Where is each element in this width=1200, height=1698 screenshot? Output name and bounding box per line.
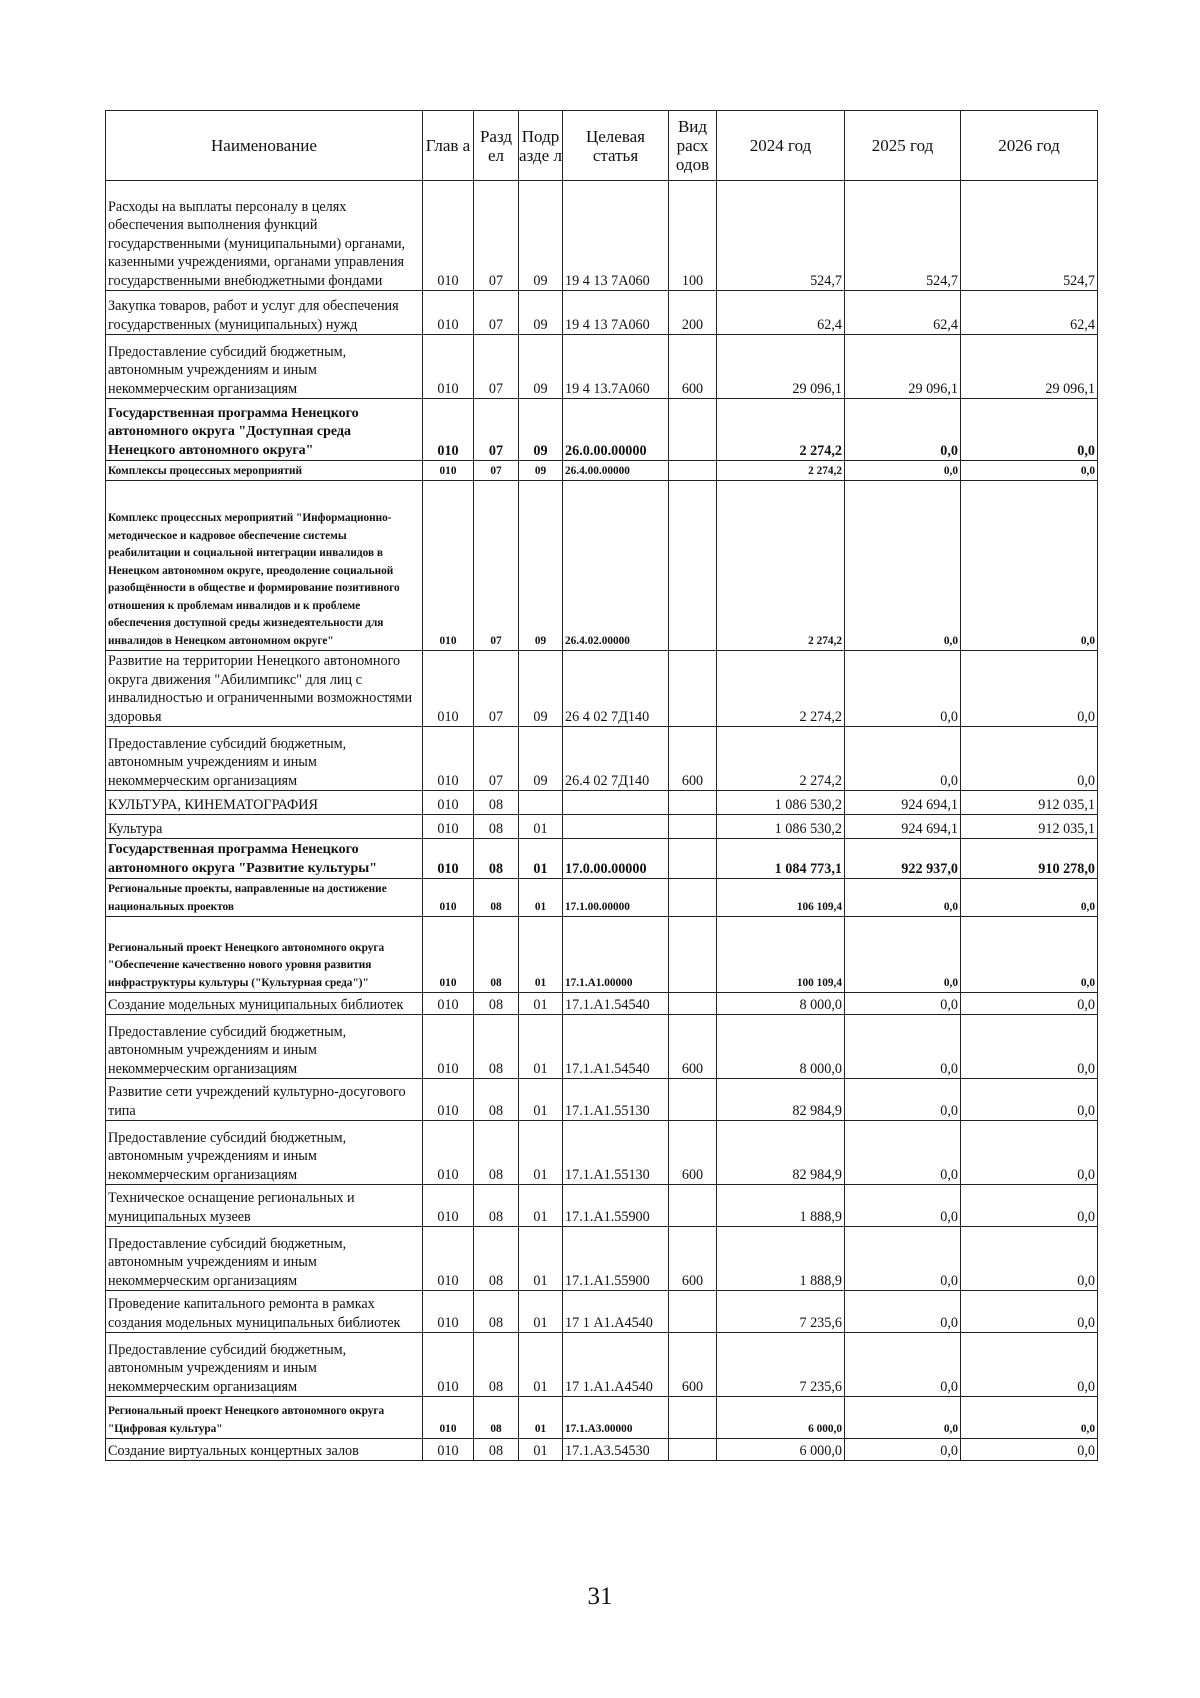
row-value-2024: 6 000,0 [717,1439,845,1461]
header-expense-type: Вид расх одов [669,111,717,181]
row-expense-type [669,651,717,727]
row-chapter: 010 [423,1121,474,1185]
row-expense-type: 600 [669,1227,717,1291]
row-name: Комплекс процессных мероприятий "Информационно-методическое и кадровое обеспечение системы реабилитации и социальной интеграции инвалидов в Ненецком автономном округе, преодоление социальной разобщённости в обществе и формирование позитивного отношения к проблемам инвалидов и к проблеме обеспечения доступной среды жизнедеятельности для инвалидов в Ненецком автономном округе" [106,481,423,651]
row-subsection: 09 [519,481,563,651]
row-name: Региональный проект Ненецкого автономного округа "Цифровая культура" [106,1397,423,1439]
row-subsection: 09 [519,399,563,461]
budget-table-container [105,110,1097,1461]
budget-table [105,110,1098,1461]
row-chapter: 010 [423,1333,474,1397]
row-value-2025: 0,0 [845,1333,961,1397]
row-value-2026: 0,0 [961,917,1098,993]
row-value-2025: 0,0 [845,1121,961,1185]
row-expense-type: 200 [669,291,717,335]
row-value-2026: 0,0 [961,1079,1098,1121]
row-subsection: 01 [519,1397,563,1439]
row-value-2026: 29 096,1 [961,335,1098,399]
table-row [106,917,1098,993]
row-subsection: 09 [519,651,563,727]
table-row [106,1015,1098,1079]
header-target-article: Целевая статья [563,111,669,181]
row-value-2025: 0,0 [845,651,961,727]
row-expense-type [669,399,717,461]
row-value-2026: 0,0 [961,879,1098,917]
table-row [106,481,1098,651]
row-name: Проведение капитального ремонта в рамках создания модельных муниципальных библиотек [106,1291,423,1333]
row-name: Государственная программа Ненецкого автономного округа "Доступная среда Ненецкого автономного округа" [106,399,423,461]
row-value-2025: 924 694,1 [845,815,961,839]
row-value-2026: 912 035,1 [961,791,1098,815]
header-2026: 2026 год [961,111,1098,181]
table-row [106,1291,1098,1333]
row-subsection: 01 [519,1185,563,1227]
row-section: 08 [474,993,519,1015]
row-value-2024: 2 274,2 [717,399,845,461]
row-value-2026: 912 035,1 [961,815,1098,839]
row-section: 08 [474,1291,519,1333]
row-value-2025: 0,0 [845,461,961,481]
row-value-2026: 0,0 [961,1015,1098,1079]
row-chapter: 010 [423,1439,474,1461]
row-section: 07 [474,651,519,727]
row-value-2024: 7 235,6 [717,1291,845,1333]
row-value-2026: 0,0 [961,481,1098,651]
row-subsection: 01 [519,993,563,1015]
row-chapter: 010 [423,791,474,815]
table-row [106,1185,1098,1227]
header-name: Наименование [106,111,423,181]
row-value-2025: 0,0 [845,727,961,791]
row-target-article: 17.1.00.00000 [563,879,669,917]
page-number: 31 [587,1583,613,1610]
row-value-2026: 524,7 [961,181,1098,291]
row-section: 07 [474,727,519,791]
row-chapter: 010 [423,461,474,481]
row-value-2024: 1 888,9 [717,1227,845,1291]
row-expense-type [669,1185,717,1227]
row-target-article [563,791,669,815]
row-value-2026: 0,0 [961,1397,1098,1439]
header-subsection: Подр азде л [519,111,563,181]
row-chapter: 010 [423,1291,474,1333]
row-expense-type [669,1291,717,1333]
table-row [106,791,1098,815]
row-subsection: 09 [519,727,563,791]
row-chapter: 010 [423,1397,474,1439]
row-target-article: 17.1.А1.55900 [563,1185,669,1227]
row-expense-type [669,791,717,815]
table-row [106,1121,1098,1185]
table-row [106,651,1098,727]
table-row [106,879,1098,917]
row-target-article: 17.0.00.00000 [563,839,669,879]
row-section: 08 [474,839,519,879]
header-2024: 2024 год [717,111,845,181]
row-value-2026: 0,0 [961,993,1098,1015]
table-row [106,1397,1098,1439]
row-chapter: 010 [423,181,474,291]
row-target-article: 17.1.А1.55130 [563,1121,669,1185]
row-chapter: 010 [423,879,474,917]
row-chapter: 010 [423,1227,474,1291]
row-value-2024: 2 274,2 [717,651,845,727]
row-expense-type [669,481,717,651]
row-name: Предоставление субсидий бюджетным, автономным учреждениям и иным некоммерческим организациям [106,335,423,399]
row-value-2024: 6 000,0 [717,1397,845,1439]
row-target-article: 26.0.00.00000 [563,399,669,461]
row-value-2026: 0,0 [961,1227,1098,1291]
row-expense-type [669,993,717,1015]
row-section: 07 [474,335,519,399]
row-chapter: 010 [423,1185,474,1227]
row-expense-type [669,1439,717,1461]
table-row [106,1079,1098,1121]
row-subsection: 01 [519,815,563,839]
row-value-2024: 2 274,2 [717,727,845,791]
row-target-article: 17 1 А1.А4540 [563,1291,669,1333]
row-value-2025: 0,0 [845,1079,961,1121]
row-value-2024: 106 109,4 [717,879,845,917]
row-expense-type: 600 [669,727,717,791]
row-chapter: 010 [423,1015,474,1079]
row-value-2024: 8 000,0 [717,993,845,1015]
row-chapter: 010 [423,815,474,839]
row-expense-type: 600 [669,1333,717,1397]
row-value-2026: 0,0 [961,461,1098,481]
row-name: Предоставление субсидий бюджетным, автономным учреждениям и иным некоммерческим организациям [106,1015,423,1079]
table-row [106,461,1098,481]
row-value-2024: 29 096,1 [717,335,845,399]
row-value-2024: 2 274,2 [717,461,845,481]
row-section: 08 [474,917,519,993]
row-section: 08 [474,1121,519,1185]
row-value-2024: 1 086 530,2 [717,791,845,815]
row-subsection: 09 [519,335,563,399]
row-target-article: 26.4.00.00000 [563,461,669,481]
row-subsection: 01 [519,917,563,993]
row-name: Закупка товаров, работ и услуг для обеспечения государственных (муниципальных) нужд [106,291,423,335]
row-chapter: 010 [423,917,474,993]
row-chapter: 010 [423,291,474,335]
row-expense-type: 100 [669,181,717,291]
row-section: 07 [474,481,519,651]
row-section: 07 [474,399,519,461]
row-subsection: 01 [519,1291,563,1333]
row-value-2026: 0,0 [961,1333,1098,1397]
row-chapter: 010 [423,399,474,461]
row-name: Комплексы процессных мероприятий [106,461,423,481]
row-value-2024: 7 235,6 [717,1333,845,1397]
row-expense-type [669,815,717,839]
row-target-article: 17.1.А1.55130 [563,1079,669,1121]
table-row [106,1227,1098,1291]
row-name: Развитие сети учреждений культурно-досугового типа [106,1079,423,1121]
row-name: Расходы на выплаты персоналу в целях обеспечения выполнения функций государственными (муниципальными) органами, казенными учреждениями, органами управления государственными внебюджетными фондами [106,181,423,291]
row-value-2026: 910 278,0 [961,839,1098,879]
row-value-2026: 0,0 [961,399,1098,461]
table-row [106,1333,1098,1397]
row-subsection: 01 [519,1121,563,1185]
row-value-2024: 100 109,4 [717,917,845,993]
table-row [106,839,1098,879]
row-chapter: 010 [423,727,474,791]
row-section: 08 [474,1079,519,1121]
row-value-2025: 0,0 [845,917,961,993]
row-target-article: 17.1.А3.54530 [563,1439,669,1461]
row-name: Региональные проекты, направленные на достижение национальных проектов [106,879,423,917]
table-row [106,399,1098,461]
row-name: Предоставление субсидий бюджетным, автономным учреждениям и иным некоммерческим организациям [106,1333,423,1397]
row-chapter: 010 [423,1079,474,1121]
row-value-2025: 29 096,1 [845,335,961,399]
row-subsection: 01 [519,1333,563,1397]
row-section: 08 [474,791,519,815]
row-chapter: 010 [423,481,474,651]
row-expense-type [669,1079,717,1121]
row-value-2026: 0,0 [961,651,1098,727]
row-expense-type: 600 [669,335,717,399]
row-target-article: 17.1.А1.55900 [563,1227,669,1291]
row-value-2025: 0,0 [845,1185,961,1227]
row-name: Создание модельных муниципальных библиотек [106,993,423,1015]
row-subsection: 01 [519,1015,563,1079]
row-subsection: 09 [519,461,563,481]
row-name: Создание виртуальных концертных залов [106,1439,423,1461]
row-section: 07 [474,291,519,335]
header-2025: 2025 год [845,111,961,181]
row-section: 07 [474,181,519,291]
row-value-2024: 2 274,2 [717,481,845,651]
table-row [106,993,1098,1015]
row-target-article: 17 1.А1.А4540 [563,1333,669,1397]
row-expense-type [669,917,717,993]
row-target-article [563,815,669,839]
row-section: 08 [474,1227,519,1291]
row-chapter: 010 [423,839,474,879]
row-target-article: 17.1.А1.54540 [563,993,669,1015]
row-value-2025: 0,0 [845,1291,961,1333]
row-value-2025: 0,0 [845,993,961,1015]
row-expense-type [669,879,717,917]
row-target-article: 17.1.А1.54540 [563,1015,669,1079]
table-row [106,335,1098,399]
table-row [106,815,1098,839]
row-name: Региональный проект Ненецкого автономного округа "Обеспечение качественно нового уровня развития инфраструктуры культуры ("Культурная среда")" [106,917,423,993]
row-value-2025: 924 694,1 [845,791,961,815]
row-target-article: 26.4 02 7Д140 [563,727,669,791]
row-name: Предоставление субсидий бюджетным, автономным учреждениям и иным некоммерческим организациям [106,1121,423,1185]
row-section: 08 [474,1333,519,1397]
row-subsection: 09 [519,291,563,335]
row-section: 08 [474,1397,519,1439]
row-value-2024: 62,4 [717,291,845,335]
row-value-2026: 62,4 [961,291,1098,335]
row-target-article: 19 4 13 7А060 [563,181,669,291]
row-expense-type [669,461,717,481]
row-expense-type [669,1397,717,1439]
row-value-2025: 0,0 [845,1227,961,1291]
table-row [106,1439,1098,1461]
row-value-2025: 0,0 [845,481,961,651]
row-section: 08 [474,1439,519,1461]
header-chapter: Глав а [423,111,474,181]
table-row [106,727,1098,791]
row-target-article: 26 4 02 7Д140 [563,651,669,727]
row-value-2025: 0,0 [845,879,961,917]
row-chapter: 010 [423,335,474,399]
row-target-article: 19 4 13 7А060 [563,291,669,335]
row-value-2025: 62,4 [845,291,961,335]
row-value-2026: 0,0 [961,1185,1098,1227]
row-name: Развитие на территории Ненецкого автономного округа движения "Абилимпикс" для лиц с инвалидностью и ограниченными возможностями здоровья [106,651,423,727]
table-row [106,291,1098,335]
row-section: 08 [474,1015,519,1079]
row-subsection [519,791,563,815]
row-section: 07 [474,461,519,481]
row-value-2024: 1 084 773,1 [717,839,845,879]
row-section: 08 [474,879,519,917]
row-value-2025: 0,0 [845,1439,961,1461]
row-value-2026: 0,0 [961,1439,1098,1461]
row-value-2024: 1 086 530,2 [717,815,845,839]
row-expense-type: 600 [669,1015,717,1079]
row-value-2024: 82 984,9 [717,1121,845,1185]
row-name: КУЛЬТУРА, КИНЕМАТОГРАФИЯ [106,791,423,815]
row-value-2026: 0,0 [961,727,1098,791]
row-target-article: 19 4 13.7А060 [563,335,669,399]
row-expense-type [669,839,717,879]
row-value-2025: 922 937,0 [845,839,961,879]
row-value-2025: 0,0 [845,1397,961,1439]
row-subsection: 01 [519,879,563,917]
row-value-2024: 524,7 [717,181,845,291]
row-name: Предоставление субсидий бюджетным, автономным учреждениям и иным некоммерческим организациям [106,727,423,791]
row-value-2024: 1 888,9 [717,1185,845,1227]
row-subsection: 01 [519,1227,563,1291]
row-name: Государственная программа Ненецкого автономного округа "Развитие культуры" [106,839,423,879]
row-name: Предоставление субсидий бюджетным, автономным учреждениям и иным некоммерческим организациям [106,1227,423,1291]
row-name: Техническое оснащение региональных и муниципальных музеев [106,1185,423,1227]
row-name: Культура [106,815,423,839]
table-row [106,181,1098,291]
row-subsection: 09 [519,181,563,291]
row-subsection: 01 [519,1439,563,1461]
row-target-article: 17.1.А1.00000 [563,917,669,993]
row-subsection: 01 [519,1079,563,1121]
row-value-2025: 0,0 [845,399,961,461]
row-chapter: 010 [423,651,474,727]
row-value-2026: 0,0 [961,1121,1098,1185]
row-value-2024: 82 984,9 [717,1079,845,1121]
row-chapter: 010 [423,993,474,1015]
row-value-2025: 0,0 [845,1015,961,1079]
header-section: Разд ел [474,111,519,181]
row-section: 08 [474,815,519,839]
row-target-article: 26.4.02.00000 [563,481,669,651]
row-value-2025: 524,7 [845,181,961,291]
row-subsection: 01 [519,839,563,879]
row-value-2024: 8 000,0 [717,1015,845,1079]
header-row [106,111,1098,181]
row-target-article: 17.1.А3.00000 [563,1397,669,1439]
row-expense-type: 600 [669,1121,717,1185]
row-value-2026: 0,0 [961,1291,1098,1333]
row-section: 08 [474,1185,519,1227]
